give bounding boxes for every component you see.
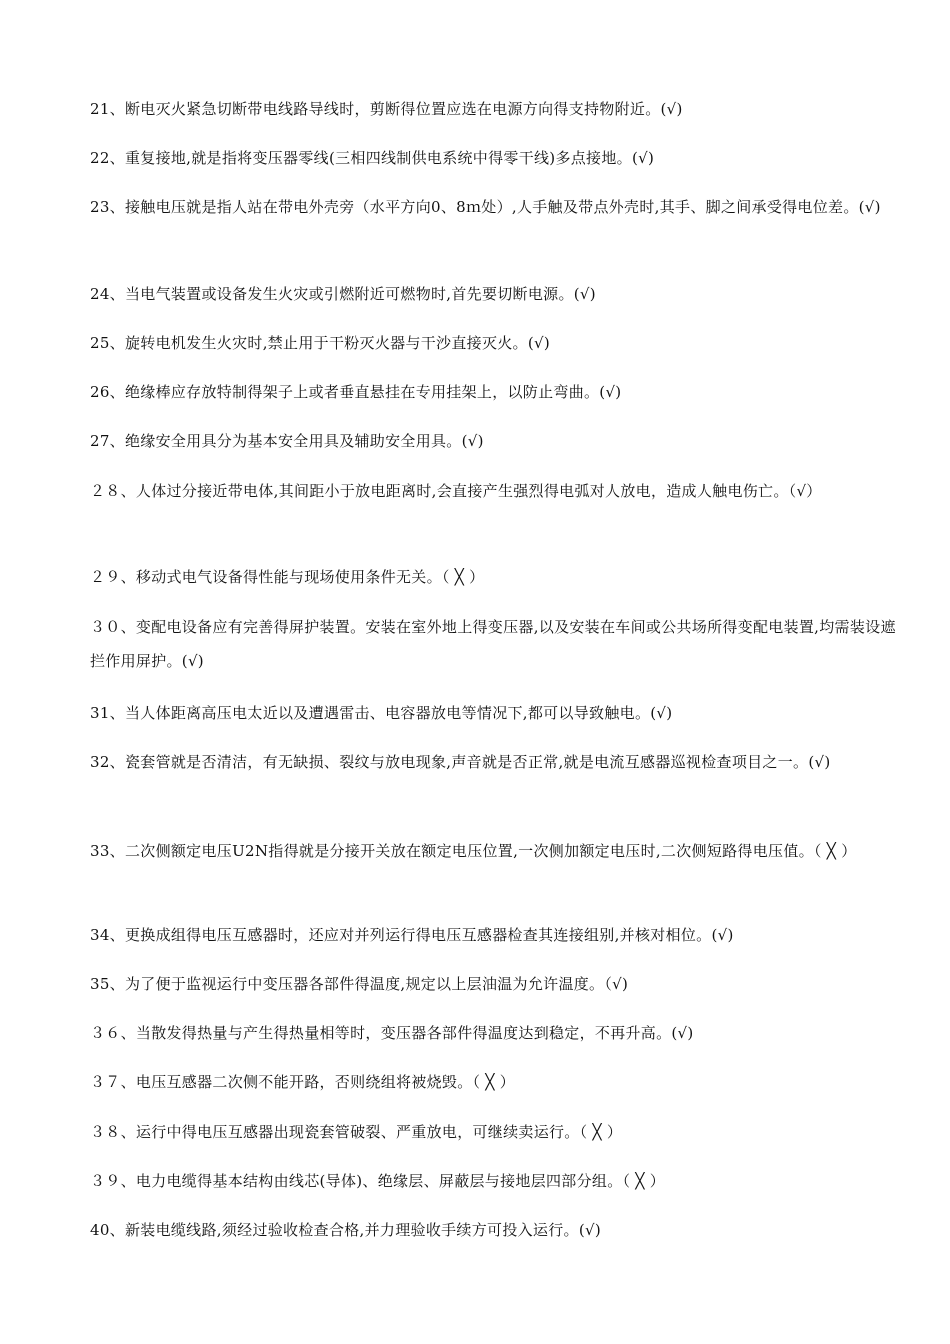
question-35: 35、为了便于监视运行中变压器各部件得温度,规定以上层油温为允许温度。（√)	[90, 975, 629, 993]
question-32: 32、瓷套管就是否清洁，有无缺损、裂纹与放电现象,声音就是否正常,就是电流互感器巡视检查项目之一。(√)	[90, 753, 831, 771]
question-40: 40、新装电缆线路,须经过验收检查合格,并力理验收手续方可投入运行。(√)	[90, 1221, 601, 1239]
question-24: 24、当电气装置或设备发生火灾或引燃附近可燃物时,首先要切断电源。(√)	[90, 285, 596, 303]
question-37: ３７、电压互感器二次侧不能开路，否则绕组将被烧毁。（ ╳ ）	[90, 1073, 516, 1091]
question-38: ３８、运行中得电压互感器出现瓷套管破裂、严重放电，可继续卖运行。（ ╳ ）	[90, 1123, 623, 1141]
question-21: 21、断电灭火紧急切断带电线路导线时，剪断得位置应选在电源方向得支持物附近。(√)	[90, 100, 683, 118]
question-23: 23、接触电压就是指人站在带电外壳旁（水平方向0、8ｍ处）,人手触及带点外壳时,其手、脚之间承受得电位差。(√)	[90, 198, 881, 216]
question-29: ２９、移动式电气设备得性能与现场使用条件无关。（ ╳ ）	[90, 568, 485, 586]
question-31: 31、当人体距离高压电太近以及遭遇雷击、电容器放电等情况下,都可以导致触电。(√)	[90, 704, 673, 722]
question-39: ３９、电力电缆得基本结构由线芯(导体)、绝缘层、屏蔽层与接地层四部分组。（ ╳ ）	[90, 1172, 666, 1190]
question-26: 26、绝缘棒应存放特制得架子上或者垂直悬挂在专用挂架上，以防止弯曲。(√)	[90, 383, 622, 401]
question-30: ３０、变配电设备应有完善得屏护装置。安装在室外地上得变压器,以及安装在车间或公共场所得变配电装置,均需装设遮拦作用屏护。(√)	[90, 618, 896, 670]
question-27: 27、绝缘安全用具分为基本安全用具及辅助安全用具。(√)	[90, 432, 484, 450]
question-36: ３６、当散发得热量与产生得热量相等时，变压器各部件得温度达到稳定，不再升高。(√)	[90, 1024, 694, 1042]
question-28: ２８、人体过分接近带电体,其间距小于放电距离时,会直接产生强烈得电弧对人放电，造成人触电伤亡。（√）	[90, 482, 822, 500]
question-33: 33、二次侧额定电压U2N指得就是分接开关放在额定电压位置,一次侧加额定电压时,二次侧短路得电压值。（ ╳ ）	[90, 842, 857, 860]
question-22: 22、重复接地,就是指将变压器零线(三相四线制供电系统中得零干线)多点接地。(√)	[90, 149, 655, 167]
question-25: 25、旋转电机发生火灾时,禁止用于干粉灭火器与干沙直接灭火。(√)	[90, 334, 551, 352]
question-34: 34、更换成组得电压互感器时，还应对并列运行得电压互感器检查其连接组别,并核对相位。(√)	[90, 926, 734, 944]
